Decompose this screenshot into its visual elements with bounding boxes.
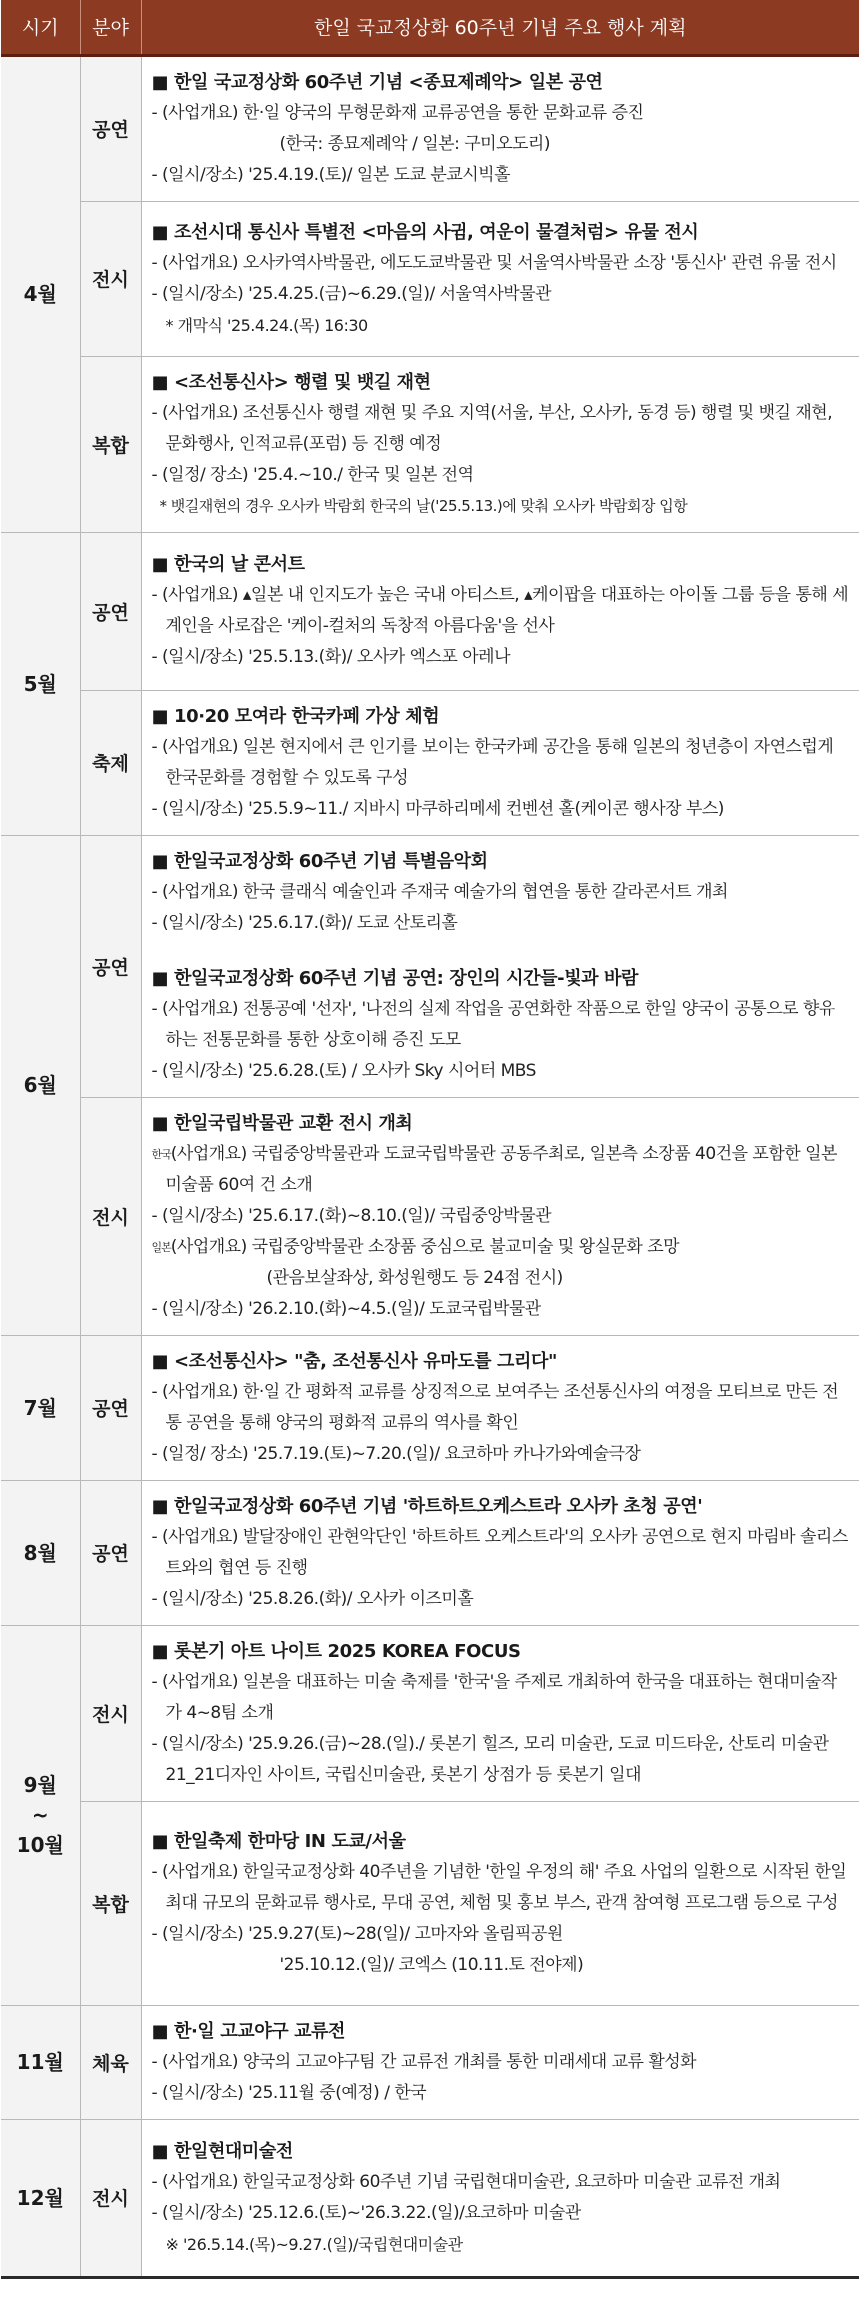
event-line: (한국: 종묘제례악 / 일본: 구미오도리) [279,133,550,154]
event-line: - (사업개요) 한일국교정상화 60주년 기념 국립현대미술관, 요코하마 미술관 교류전 개최 [151,2171,781,2192]
event-line: - (사업개요) 일본을 대표하는 미술 축제를 '한국'을 주제로 개최하여 한국을 대표하는 현대미술작가 4~8팀 소개 [151,1671,837,1723]
event-note: * 뱃길재현의 경우 오사카 박람회 한국의 날('25.5.13.)에 맞춰 오사카 박람회장 입항 [159,496,688,515]
event-line: - (사업개요) 한일국교정상화 40주년을 기념한 '한일 우정의 해' 주요 사업의 일환으로 시작된 한일 최대 규모의 문화교류 행사로, 무대 공연, 체험 및 홍보 부스, 관객 참여형 프로그램 등으로 구성 [151,1861,847,1913]
event-line: - (일시/장소) '25.8.26.(화)/ 오사카 이즈미홀 [151,1588,474,1609]
event-line: - (일정/ 장소) '25.4.~10./ 한국 및 일본 전역 [151,464,474,485]
field-cell: 공연 [80,835,141,1097]
event-line-text: (사업개요) 국립중앙박물관 소장품 중심으로 불교미술 및 왕실문화 조망 [170,1236,680,1257]
event-title: ■ 한국의 날 콘서트 [151,554,305,575]
event-line: - (일시/장소) '25.4.19.(토)/ 일본 도쿄 분쿄시빅홀 [151,164,511,185]
table-row [1,835,859,1097]
event-title: ■ 한일 국교정상화 60주년 기념 <종묘제례악> 일본 공연 [151,71,603,93]
event-line: - (사업개요) 한국 클래식 예술인과 주재국 예술가의 협연을 통한 갈라콘서트 개최 [151,881,728,902]
event-title: ■ <조선통신사> 행렬 및 뱃길 재현 [151,371,431,393]
event-line: - (일시/장소) '25.12.6.(토)~'26.3.22.(일)/요코하마 미술관 [151,2202,581,2223]
month-label: 9월 [23,1773,57,1797]
event-title: ■ 한일국교정상화 60주년 기념 특별음악회 [151,850,488,872]
event-title: ■ <조선통신사> "춤, 조선통신사 유마도를 그리다" [151,1350,557,1372]
event-line: - (일시/장소) '25.9.27(토)~28(일)/ 고마자와 올림픽공원 [151,1923,563,1944]
table-header-row [1,0,859,55]
event-title: ■ 한일국교정상화 60주년 기념 '하트하트오케스트라 오사카 초청 공연' [151,1495,703,1517]
month-cell-sep-oct [1,1625,80,2005]
event-line [152,1232,850,1263]
field-cell: 공연 [80,1335,141,1480]
event-line [152,1139,850,1201]
month-cell-may: 5월 [1,532,80,835]
event-line: - (일시/장소) '26.2.10.(화)~4.5.(일)/ 도쿄국립박물관 [151,1298,541,1319]
month-cell-november: 11월 [1,2005,80,2119]
event-line: - (사업개요) 조선통신사 행렬 재현 및 주요 지역(서울, 부산, 오사카, 동경 등) 행렬 및 뱃길 재현, 문화행사, 인적교류(포럼) 등 진행 예정 [151,402,833,454]
field-cell: 복합 [80,1801,141,2005]
table-row [1,1097,859,1335]
event-cell [141,1480,859,1625]
event-title: ■ 롯본기 아트 나이트 2025 KOREA FOCUS [151,1640,521,1662]
table-row [1,690,859,835]
table-row [1,2119,859,2277]
event-line: - (일시/장소) '25.6.17.(화)~8.10.(일)/ 국립중앙박물관 [151,1205,552,1226]
event-line: - (일시/장소) '25.11월 중(예정) / 한국 [151,2082,427,2103]
field-cell: 공연 [80,1480,141,1625]
month-range-tilde: ~ [31,1803,49,1827]
event-line: - (일시/장소) '25.4.25.(금)~6.29.(일)/ 서울역사박물관 [151,283,552,304]
event-title: ■ 한일현대미술전 [151,2140,293,2162]
month-cell-december: 12월 [1,2119,80,2277]
table-row [1,1480,859,1625]
event-cell [141,1335,859,1480]
event-cell [141,55,859,201]
header-month: 시기 [1,0,80,55]
month-cell-june: 6월 [1,835,80,1335]
event-cell [141,1097,859,1335]
event-cell [141,201,859,356]
event-line: - (사업개요) 양국의 고교야구팀 간 교류전 개최를 통한 미래세대 교류 활성화 [151,2051,697,2072]
field-cell: 전시 [80,201,141,356]
event-line: - (일시/장소) '25.6.28.(토) / 오사카 Sky 시어터 MBS [151,1060,536,1081]
field-cell: 축제 [80,690,141,835]
event-title: ■ 한·일 고교야구 교류전 [151,2020,346,2042]
event-line: '25.10.12.(일)/ 코엑스 (10.11.토 전야제) [279,1954,584,1975]
field-cell: 공연 [80,55,141,201]
event-schedule-table [1,0,859,2279]
event-line: (관음보살좌상, 화성원행도 등 24점 전시) [266,1267,563,1288]
event-title: ■ 조선시대 통신사 특별전 <마음의 사귐, 여운이 물결처럼> 유물 전시 [151,221,699,243]
event-cell [141,1801,859,2005]
event-title: ■ 한일축제 한마당 IN 도쿄/서울 [151,1830,406,1852]
field-cell: 공연 [80,532,141,690]
event-line: - (일시/장소) '25.6.17.(화)/ 도쿄 산토리홀 [151,912,458,933]
country-tag: 한국 [151,1147,171,1161]
month-label: 10월 [16,1833,64,1857]
event-cell [141,1625,859,1801]
month-cell-august: 8월 [1,1480,80,1625]
table-row [1,356,859,532]
header-title: 한일 국교정상화 60주년 기념 주요 행사 계획 [141,0,859,55]
event-line: - (사업개요) 한·일 간 평화적 교류를 상징적으로 보여주는 조선통신사의 여정을 모티브로 만든 전통 공연을 통해 양국의 평화적 교류의 역사를 확인 [151,1381,839,1433]
event-title: ■ 한일국립박물관 교환 전시 개최 [151,1112,413,1134]
country-tag: 일본 [151,1240,171,1254]
event-line: - (일정/ 장소) '25.7.19.(토)~7.20.(일)/ 요코하마 카나가와예술극장 [151,1443,641,1464]
event-block [152,963,850,1087]
event-cell [141,2119,859,2277]
field-cell: 전시 [80,2119,141,2277]
event-cell [141,2005,859,2119]
event-line: - (일시/장소) '25.5.9~11./ 지바시 마쿠하리메세 컨벤션 홀(케이콘 행사장 부스) [151,798,724,819]
table-row [1,532,859,690]
field-cell: 전시 [80,1625,141,1801]
event-cell [141,532,859,690]
event-line: - (사업개요) 전통공예 '선자', '나전의 실제 작업을 공연화한 작품으로 한일 양국이 공통으로 향유하는 전통문화를 통한 상호이해 증진 도모 [151,998,835,1050]
event-line-text: (사업개요) 국립중앙박물관과 도쿄국립박물관 공동주최로, 일본측 소장품 40건을 포함한 일본미술품 60여 건 소개 [165,1143,837,1195]
event-line: - (일시/장소) '25.5.13.(화)/ 오사카 엑스포 아레나 [151,647,511,667]
event-cell [141,356,859,532]
month-cell-april: 4월 [1,55,80,532]
event-title: ■ 한일국교정상화 60주년 기념 공연: 장인의 시간들-빛과 바람 [151,967,639,989]
table-row [1,2005,859,2119]
event-line: - (사업개요) 오사카역사박물관, 에도도쿄박물관 및 서울역사박물관 소장 '통신사' 관련 유물 전시 [151,252,837,273]
event-line: - (사업개요) ▴일본 내 인지도가 높은 국내 아티스트, ▴케이팝을 대표하는 아이돌 그룹 등을 통해 세계인을 사로잡은 '케이-컬처의 독창적 아름다움'을 선사 [151,585,849,636]
event-cell [141,690,859,835]
table-row [1,1335,859,1480]
event-title: ■ 10·20 모여라 한국카페 가상 체험 [151,705,440,727]
event-note: * 개막식 '25.4.24.(목) 16:30 [165,315,368,335]
event-block [152,846,850,939]
event-line: - (사업개요) 발달장애인 관현악단인 '하트하트 오케스트라'의 오사카 공연으로 현지 마림바 솔리스트와의 협연 등 진행 [151,1526,848,1578]
field-cell: 전시 [80,1097,141,1335]
field-cell: 체육 [80,2005,141,2119]
event-line: - (사업개요) 한·일 양국의 무형문화재 교류공연을 통한 문화교류 증진 [151,102,644,123]
event-note: ※ '26.5.14.(목)~9.27.(일)/국립현대미술관 [165,2234,463,2254]
table-row [1,1801,859,2005]
event-line: - (사업개요) 일본 현지에서 큰 인기를 보이는 한국카페 공간을 통해 일본의 청년층이 자연스럽게 한국문화를 경험할 수 있도록 구성 [151,736,834,788]
month-cell-july: 7월 [1,1335,80,1480]
table-row [1,1625,859,1801]
table-row [1,55,859,201]
table-row [1,201,859,356]
event-cell [141,835,859,1097]
event-line: - (일시/장소) '25.9.26.(금)~28.(일)./ 롯본기 힐즈, 모리 미술관, 도쿄 미드타운, 산토리 미술관 21_21디자인 사이트, 국립신미술관, 롯본기 상점가 등 롯본기 일대 [151,1733,829,1785]
header-field: 분야 [80,0,141,55]
field-cell: 복합 [80,356,141,532]
